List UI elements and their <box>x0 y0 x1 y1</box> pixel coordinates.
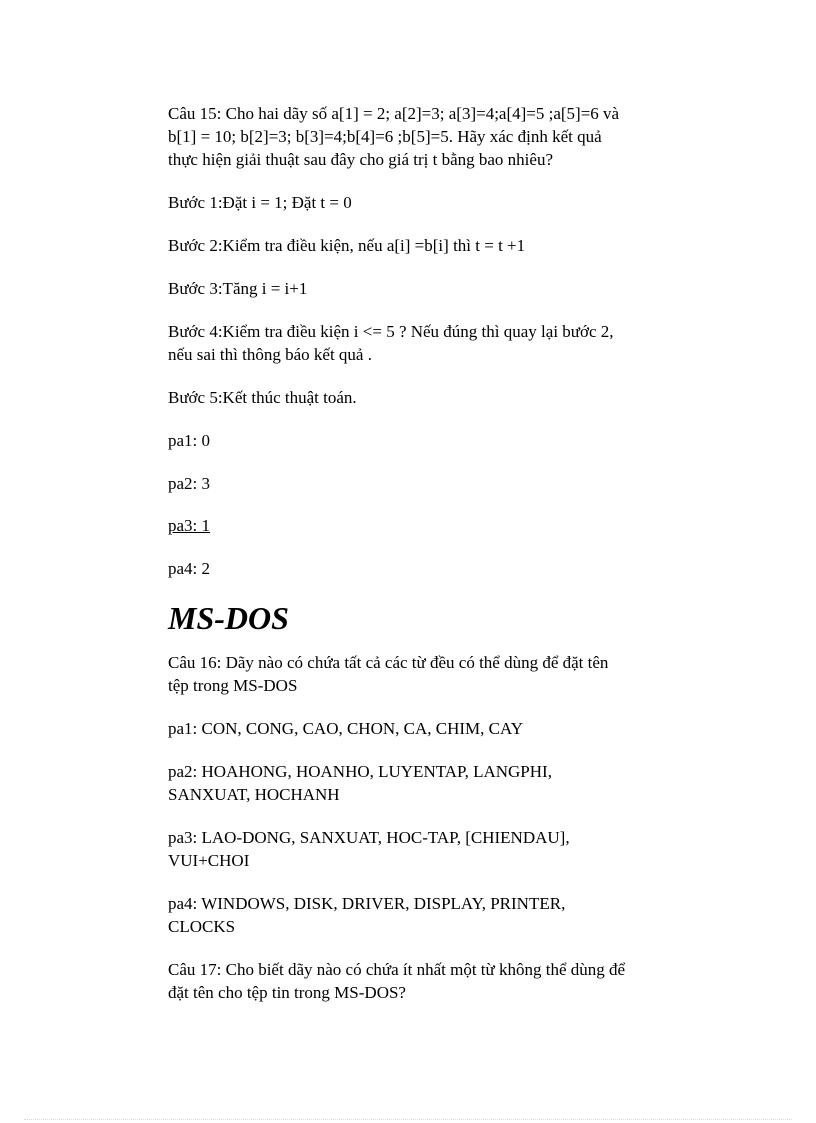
step-3: Bước 3:Tăng i = i+1 <box>168 279 308 298</box>
q16-option-4 <box>168 892 688 938</box>
section-title: MS-DOS <box>168 600 289 636</box>
question-15-stem <box>168 102 688 171</box>
q15-option-4: pa4: 2 <box>168 558 211 578</box>
step-4 <box>168 320 688 366</box>
step-2: Bước 2:Kiểm tra điều kiện, nếu a[i] =b[i] thì t = t +1 <box>168 236 526 255</box>
text-line: Câu 17: Cho biết dãy nào có chứa ít nhất một từ không thể dùng để <box>168 960 626 979</box>
text-line: VUI+CHOI <box>168 851 250 870</box>
text-line: pa2: HOAHONG, HOANHO, LUYENTAP, LANGPHI, <box>168 762 552 781</box>
text-line: CLOCKS <box>168 917 236 936</box>
q16-option-3 <box>168 826 688 872</box>
question-16-stem <box>168 651 688 697</box>
text-line: Câu 16: Dãy nào có chứa tất cả các từ đều có thể dùng để đặt tên <box>168 653 609 672</box>
text-line: SANXUAT, HOCHANH <box>168 785 340 804</box>
text-line: Bước 4:Kiểm tra điều kiện i <= 5 ? Nếu đúng thì quay lại bước 2, <box>168 322 614 341</box>
q15-option-1: pa1: 0 <box>168 431 211 450</box>
step-5: Bước 5:Kết thúc thuật toán. <box>168 388 357 407</box>
q16-option-1: pa1: CON, CONG, CAO, CHON, CA, CHIM, CAY <box>168 719 523 738</box>
text-line: nếu sai thì thông báo kết quả . <box>168 345 372 364</box>
page-bottom-divider <box>24 1119 792 1120</box>
text-line: tệp trong MS-DOS <box>168 676 298 695</box>
q16-option-2 <box>168 760 688 806</box>
text-line: pa4: WINDOWS, DISK, DRIVER, DISPLAY, PRINTER, <box>168 894 566 913</box>
text-line: b[1] = 10; b[2]=3; b[3]=4;b[4]=6 ;b[5]=5. Hãy xác định kết quả <box>168 127 602 146</box>
question-17-stem <box>168 958 688 1004</box>
text-line: pa3: LAO-DONG, SANXUAT, HOC-TAP, [CHIENDAU], <box>168 828 570 847</box>
step-1: Bước 1:Đặt i = 1; Đặt t = 0 <box>168 193 352 212</box>
q15-option-2: pa2: 3 <box>168 473 211 493</box>
text-line: đặt tên cho tệp tin trong MS-DOS? <box>168 983 406 1002</box>
text-line: Câu 15: Cho hai dãy số a[1] = 2; a[2]=3; a[3]=4;a[4]=5 ;a[5]=6 và <box>168 104 620 123</box>
q15-option-3-correct: pa3: 1 <box>168 516 211 535</box>
text-line: thực hiện giải thuật sau đây cho giá trị t bằng bao nhiêu? <box>168 150 553 169</box>
document-page <box>168 102 688 1024</box>
